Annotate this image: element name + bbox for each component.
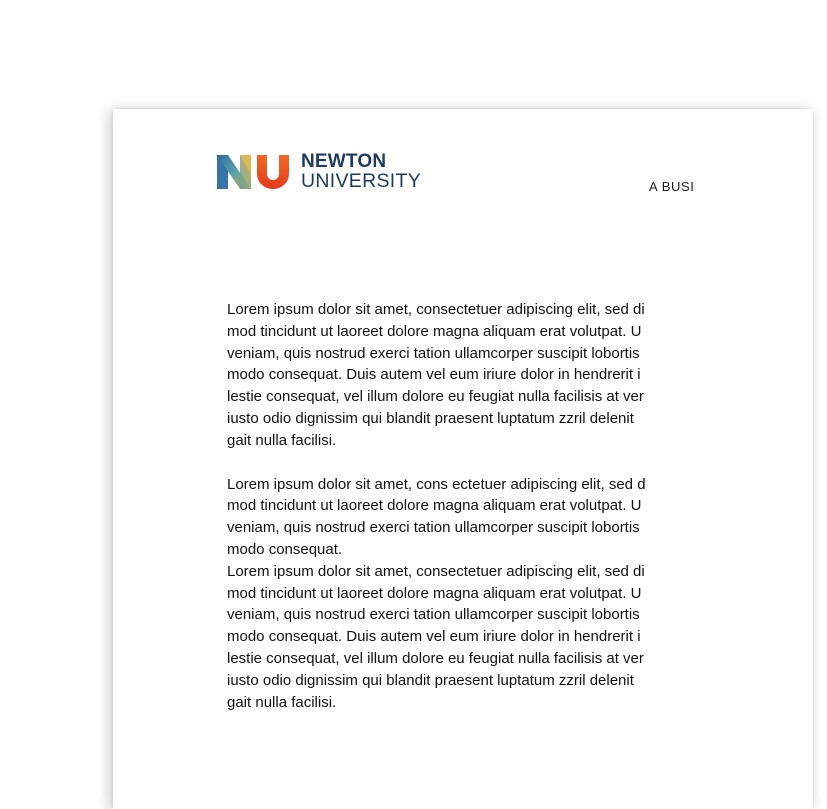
paragraph-spacer [227,452,827,474]
text-line: gait nulla facilisi. [227,693,337,711]
text-line: lestie consequat, vel illum dolore eu feugiat nulla facilisis at ver [227,649,644,667]
text-line: veniam, quis nostrud exerci tation ullamcorper suscipit lobortis [227,519,640,537]
text-line: iusto odio dignissim qui blandit praesent luptatum zzril delenit [227,671,634,689]
text-line: Lorem ipsum dolor sit amet, consectetuer adipiscing elit, sed di [227,301,645,318]
newton-university-logo-icon [217,152,295,192]
logo-line-university: UNIVERSITY [301,170,422,193]
text-line: Lorem ipsum dolor sit amet, consectetuer adipiscing elit, sed di [227,562,645,580]
text-line: veniam, quis nostrud exerci tation ullamcorper suscipit lobortis [227,344,640,362]
logo-wordmark [301,152,421,192]
text-line: iusto odio dignissim qui blandit praesent luptatum zzril delenit [227,409,634,427]
text-line: modo consequat. Duis autem vel eum iriure dolor in hendrerit i [227,628,641,646]
text-line: mod tincidunt ut laoreet dolore magna aliquam erat volutpat. U [227,322,642,340]
letterhead-page [113,109,813,809]
letter-body [227,299,827,713]
university-logo [217,152,421,192]
text-line: mod tincidunt ut laoreet dolore magna aliquam erat volutpat. U [227,497,642,515]
paragraph-3 [227,561,827,714]
logo-line-newton: NEWTON [301,151,387,173]
text-line: mod tincidunt ut laoreet dolore magna aliquam erat volutpat. U [227,584,642,602]
text-line: lestie consequat, vel illum dolore eu feugiat nulla facilisis at ver [227,388,644,406]
header-tagline: A BUSI [649,179,695,194]
text-line: Lorem ipsum dolor sit amet, cons ectetuer adipiscing elit, sed d [227,475,646,493]
text-line: veniam, quis nostrud exerci tation ullamcorper suscipit lobortis [227,606,640,624]
text-line: gait nulla facilisi. [227,431,337,449]
text-line: modo consequat. Duis autem vel eum iriure dolor in hendrerit i [227,366,641,384]
text-line: modo consequat. [227,540,343,558]
paragraph-2 [227,474,827,561]
paragraph-1 [227,299,827,452]
